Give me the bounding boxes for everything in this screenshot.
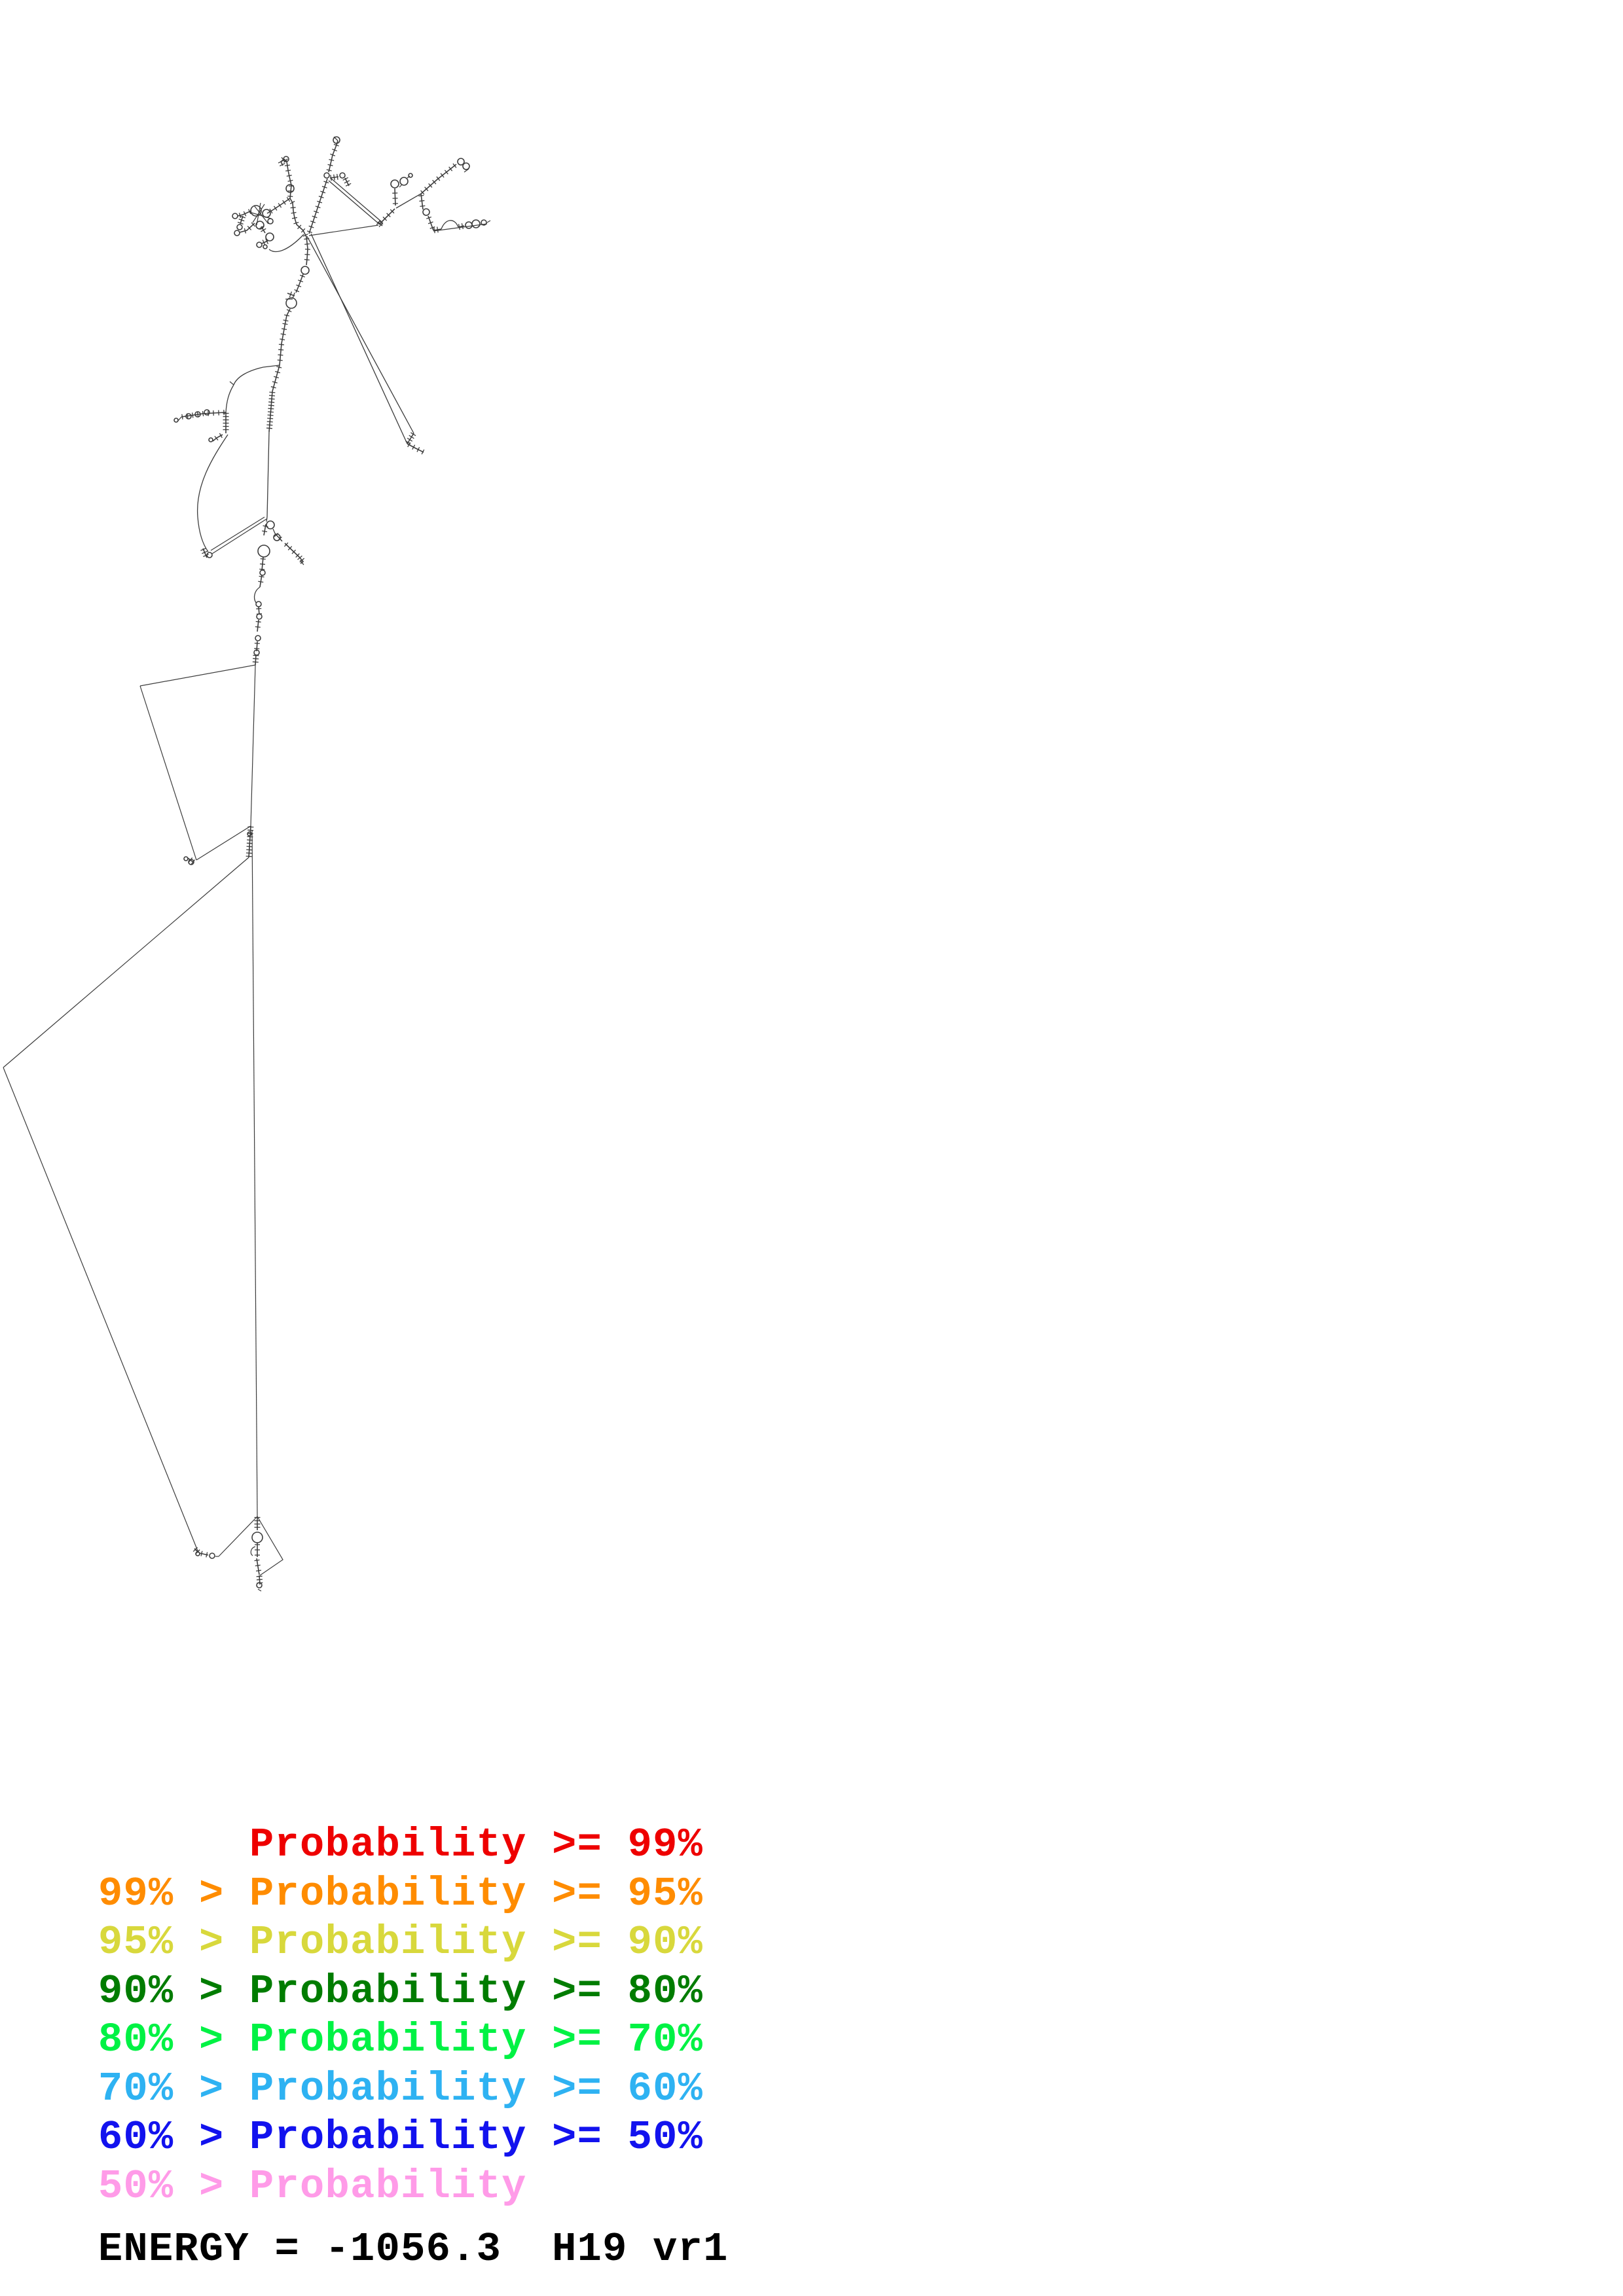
structure-backbone (198, 435, 228, 552)
structure-backbone (140, 686, 196, 860)
base-tick (285, 170, 291, 171)
legend-entry: 70% > Probability >= 60% (98, 2065, 704, 2112)
base-tick (327, 170, 332, 171)
base-tick (283, 323, 288, 324)
base-tick (407, 438, 412, 441)
base-tick (268, 402, 274, 403)
base-tick (260, 564, 265, 565)
loop-circle (256, 601, 261, 607)
base-tick (206, 1552, 208, 1558)
structure-backbone (226, 385, 234, 412)
loop-circle (257, 242, 262, 247)
base-tick (409, 435, 414, 439)
structure-backbone (309, 225, 378, 236)
loop-circle (255, 636, 261, 641)
structure-backbone (307, 236, 414, 433)
base-tick (285, 165, 290, 166)
loop-circle (260, 570, 265, 575)
structure-backbone (290, 198, 306, 237)
base-tick (268, 415, 274, 416)
base-tick (304, 243, 310, 244)
base-tick (280, 339, 285, 340)
loop-circle (252, 1532, 263, 1543)
probability-legend (98, 1821, 703, 2211)
base-tick (256, 1570, 261, 1571)
loop-circle (400, 177, 408, 185)
loop-circle (340, 173, 345, 178)
base-tick (304, 259, 310, 260)
base-tick (329, 160, 334, 161)
structure-backbone (407, 444, 424, 452)
structure-backbone (251, 665, 255, 826)
loop-circle (472, 220, 480, 228)
legend-entry: 90% > Probability >= 80% (98, 1967, 704, 2015)
base-tick (418, 195, 424, 196)
structure-backbone (258, 1589, 261, 1591)
base-tick (284, 315, 289, 316)
base-tick (288, 180, 293, 181)
structure-backbone (273, 529, 275, 533)
energy-line: ENERGY = -1056.3 H19 vr1 (98, 2226, 729, 2272)
structure-backbone (487, 221, 490, 223)
base-tick (267, 418, 273, 419)
loop-circle (257, 614, 262, 619)
base-tick (279, 344, 284, 345)
loop-circle (209, 438, 213, 442)
loop-circle (266, 521, 274, 529)
structure-backbone (196, 826, 251, 860)
loop-circle (409, 173, 412, 177)
structure-backbone (266, 517, 267, 522)
loop-circle (391, 180, 399, 188)
structure-backbone (252, 830, 257, 1516)
legend-entry: 95% > Probability >= 90% (98, 1919, 704, 1965)
loop-circle (463, 163, 469, 170)
base-tick (268, 408, 274, 409)
loop-circle (263, 245, 267, 249)
base-tick (257, 1576, 263, 1577)
structure-backbone (306, 237, 308, 265)
structure-backbone (140, 665, 255, 686)
base-tick (434, 227, 435, 233)
structure-backbone (285, 543, 299, 557)
structure-backbone (3, 1067, 198, 1552)
base-tick (287, 197, 290, 202)
base-tick (255, 1565, 261, 1566)
base-tick (257, 1579, 263, 1580)
legend-entry: Probability >= 99% (98, 1821, 704, 1868)
loop-circle (232, 213, 238, 219)
loop-circle (258, 545, 270, 557)
loop-circle (324, 173, 329, 178)
base-tick (305, 249, 310, 250)
base-tick (287, 175, 292, 177)
base-tick (255, 643, 260, 644)
base-tick (334, 175, 335, 181)
loop-circle (333, 137, 340, 143)
base-tick (328, 164, 333, 166)
legend-entry: 80% > Probability >= 70% (98, 2017, 704, 2063)
base-tick (247, 846, 253, 847)
structure-backbone (311, 234, 407, 444)
loop-circle (210, 1553, 215, 1558)
base-tick (283, 200, 286, 205)
loop-circle (237, 224, 242, 230)
base-tick (259, 569, 264, 570)
loop-circle (234, 230, 240, 236)
base-tick (201, 1551, 202, 1556)
legend-entry: 99% > Probability >= 95% (98, 1870, 704, 1917)
base-tick (269, 395, 275, 396)
base-tick (266, 428, 272, 429)
structure-backbone (257, 1516, 283, 1575)
structure-backbone (257, 1558, 259, 1575)
structure-backbone (396, 194, 421, 208)
base-tick (287, 196, 293, 197)
structure-backbone (267, 432, 269, 517)
base-tick (253, 658, 259, 659)
base-tick (258, 581, 263, 582)
base-tick (255, 626, 261, 627)
loop-circle (263, 209, 270, 217)
base-tick (278, 360, 283, 361)
base-tick (261, 559, 266, 560)
structure-backbone (3, 857, 249, 1067)
structure-backbone (211, 517, 264, 550)
structure-backbone (433, 224, 487, 231)
base-tick (269, 392, 275, 393)
base-tick (246, 856, 252, 857)
structure-backbone (230, 382, 234, 385)
base-tick (274, 206, 276, 211)
loop-circle (174, 418, 178, 422)
legend-entry: 50% > Probability (98, 2162, 527, 2210)
loop-circle (204, 410, 210, 415)
loop-circle (465, 222, 472, 228)
structure-backbone (296, 274, 303, 293)
base-tick (304, 239, 309, 240)
structure-backbone (255, 655, 256, 665)
loop-circle (268, 219, 273, 224)
base-tick (278, 203, 281, 207)
loop-circle (184, 857, 188, 861)
base-tick (247, 830, 253, 831)
structure-backbone (329, 181, 380, 224)
legend-entry: 60% > Probability >= 50% (98, 2114, 704, 2161)
base-tick (291, 207, 296, 208)
base-tick (259, 576, 264, 577)
base-tick (292, 217, 297, 218)
base-tick (268, 405, 274, 406)
base-tick (202, 411, 203, 416)
loop-circle (423, 209, 429, 215)
base-tick (283, 320, 289, 321)
structure-backbone (255, 587, 260, 603)
structure-backbone (269, 234, 304, 251)
structure-backbone (234, 367, 263, 385)
base-tick (419, 200, 424, 201)
structure-backbone (251, 1547, 255, 1556)
base-tick (437, 226, 438, 232)
base-tick (247, 843, 253, 844)
loop-circle (257, 1583, 262, 1588)
base-tick (192, 412, 193, 418)
base-tick (291, 212, 297, 213)
base-tick (337, 174, 338, 180)
loop-circle (266, 233, 274, 241)
structure-backbone (331, 178, 382, 222)
loop-circle (301, 266, 309, 274)
base-tick (182, 414, 183, 420)
